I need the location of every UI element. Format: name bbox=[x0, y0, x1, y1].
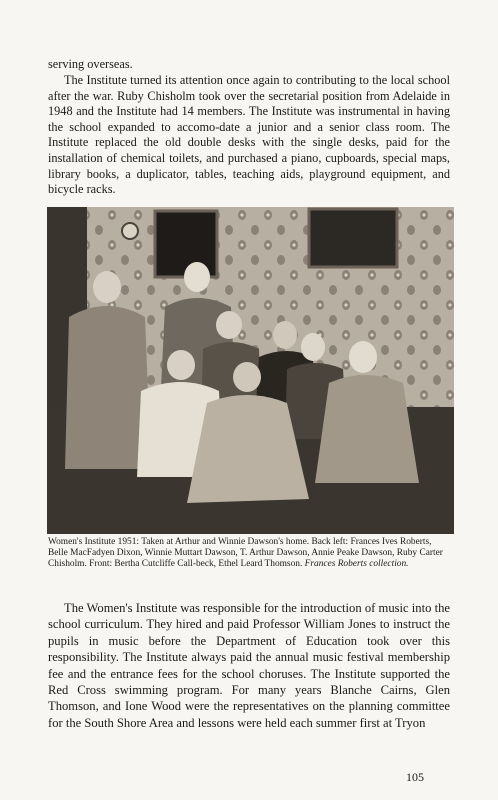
historical-photo-womens-institute bbox=[47, 207, 454, 534]
photo-caption bbox=[48, 537, 452, 571]
caption-credit: Frances Roberts collection. bbox=[304, 559, 409, 570]
paragraph-school-contributions: The Institute turned its attention once again to contributing to the local school after the war. Ruby Chisholm took over the secretarial position from Adelaide in 1948 and the Institute had 14 members. The Institute was instrumental in having the school expanded to accomo-date a junior and a senior class room. The Institute replaced the old double desks with the single desks, paid for the installation of chemical toilets, and purchased a piano, cupboards, special maps, library books, a duplicator, tables, teaching aids, playground equipment, and bicycle racks. bbox=[48, 73, 450, 197]
caption-text: Women's Institute 1951: Taken at Arthur and Winnie Dawson's home. Back left: Frances Ives Roberts, Belle MacFadyen Dixon, Winnie Muttart Dawson, T. Arthur Dawson, Annie Peake Dawson, Ruby Carter Chisholm. Front: Bertha Cutcliffe Call-beck, Ethel Leard Thomson. bbox=[48, 537, 443, 570]
paragraph-music-curriculum: The Women's Institute was responsible for the introduction of music into the school curriculum. They hired and paid Professor William Jones to instruct the pupils in music before the Department of Education took over this responsibility. The Institute always paid the annual music festival membership fee and the entrance fees for the school choruses. The Institute supported the Red Cross swimming program. For many years Blanche Cairns, Glen Thomson, and Ione Wood were the representatives on the planning committee for the South Shore Area and lessons were held each summer first at Tryon bbox=[48, 601, 450, 730]
paragraph-continuation: serving overseas. bbox=[48, 57, 133, 71]
page-number: 105 bbox=[406, 770, 424, 784]
photo-illustration bbox=[47, 207, 454, 534]
